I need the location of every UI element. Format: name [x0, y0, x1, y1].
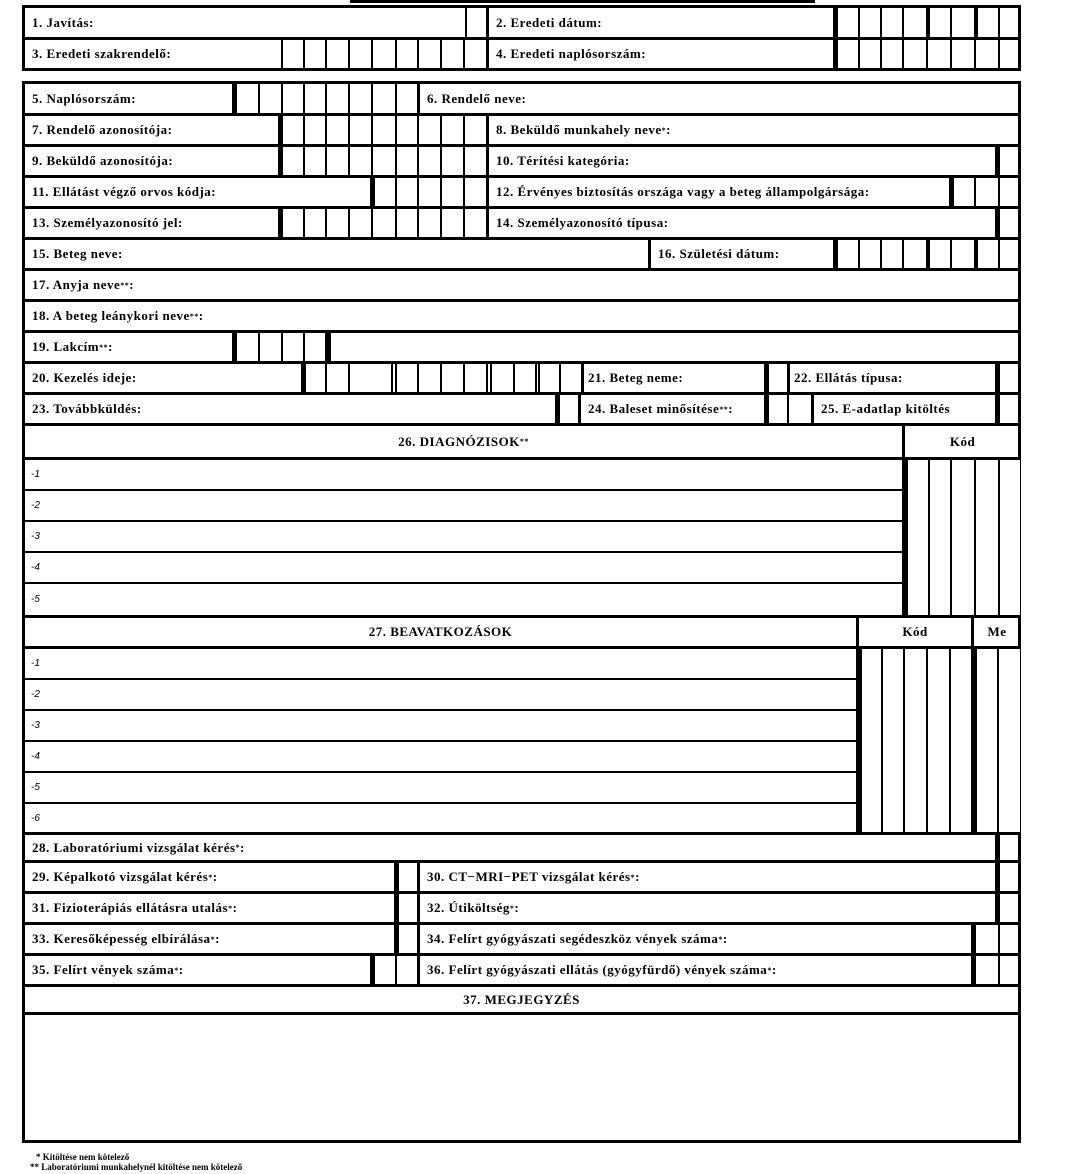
digit-cell[interactable] [440, 209, 463, 237]
zip-cell[interactable] [281, 333, 303, 361]
date-cell[interactable] [928, 8, 950, 37]
row-2 [25, 40, 1018, 68]
row-5-6 [25, 84, 1018, 116]
digit-cell[interactable] [303, 84, 325, 113]
time-cell[interactable] [490, 364, 513, 392]
digit-cell[interactable] [417, 40, 440, 68]
row-29-30 [25, 863, 1018, 894]
row-19 [25, 333, 1018, 364]
date-cell[interactable] [836, 8, 858, 37]
row-1 [25, 8, 1018, 40]
row-23-25 [25, 395, 1018, 426]
diagnosis-line[interactable]: -2 [25, 491, 1018, 522]
field-3-label: 3. Eredeti szakrendelő: [32, 46, 172, 61]
digit-cell[interactable] [281, 209, 303, 237]
digit-cell[interactable] [371, 147, 395, 175]
time-cell[interactable] [395, 364, 417, 392]
field-2-label: 2. Eredeti dátum: [496, 14, 603, 30]
field-15-label: 15. Beteg neve: [32, 246, 123, 261]
digit-cell[interactable] [281, 84, 303, 113]
date-cell[interactable] [976, 240, 998, 268]
single-box[interactable] [998, 364, 1020, 392]
digit-cell[interactable] [395, 116, 417, 144]
digit-cell[interactable] [371, 40, 395, 68]
digit-cell[interactable] [463, 116, 486, 144]
date-cell[interactable] [950, 240, 974, 268]
single-box[interactable] [998, 209, 1020, 237]
field-11-label: 11. Ellátást végző orvos kódja: [32, 184, 217, 199]
digit-cell[interactable] [440, 40, 463, 68]
row-31-32 [25, 894, 1018, 925]
digit-cell[interactable] [395, 209, 417, 237]
time-cell[interactable] [463, 364, 486, 392]
field-24-label: 24. Baleset minősítése ** : [588, 401, 734, 416]
diagnoses-header [25, 426, 1018, 460]
field-4-label: 4. Eredeti naplósorszám: [496, 46, 647, 61]
diagnosis-line[interactable]: -5 [31, 594, 40, 605]
digit-cell[interactable] [258, 84, 281, 113]
time-cell[interactable] [513, 364, 535, 392]
digit-cell[interactable] [371, 116, 395, 144]
row-17 [25, 271, 1018, 302]
date-cell[interactable] [998, 240, 1020, 268]
single-box[interactable] [397, 894, 417, 922]
field-25-label: 25. E-adatlap kitöltés [821, 401, 951, 416]
footnote-double: ** Laboratóriumi munkahelynél kitöltése nem kötelező [30, 1162, 243, 1172]
date-cell[interactable] [950, 8, 974, 37]
diagnosis-line[interactable]: -4 [25, 553, 1018, 584]
row-13-14 [25, 209, 1018, 240]
notes-area[interactable] [25, 1015, 1018, 1140]
procedures-header [25, 615, 1018, 649]
procedures-code-header: Kód [902, 624, 928, 639]
time-cell[interactable] [538, 364, 559, 392]
zip-cell[interactable] [258, 333, 281, 361]
digit-cell[interactable] [303, 147, 325, 175]
digit-cell[interactable] [950, 40, 974, 68]
count-cell[interactable] [998, 956, 1020, 984]
field-16-label: 16. Születési dátum: [658, 246, 780, 261]
digit-cell[interactable] [348, 116, 371, 144]
field-19-label: 19. Lakcím ** : [32, 339, 113, 354]
digit-cell[interactable] [395, 147, 417, 175]
diagnoses-code-header: Kód [949, 433, 976, 449]
count-cell[interactable] [395, 956, 417, 984]
field-22-label: 22. Ellátás típusa: [794, 370, 903, 385]
footnotes [30, 1152, 242, 1172]
digit-cell[interactable] [303, 116, 325, 144]
main-form [22, 81, 1021, 1143]
procedure-line[interactable]: -3 [25, 711, 1018, 742]
digit-cell[interactable] [836, 40, 858, 68]
digit-cell[interactable] [417, 178, 440, 206]
field-9-label: 9. Beküldő azonosítója: [32, 153, 174, 168]
zip-cell[interactable] [235, 333, 258, 361]
time-cell[interactable] [304, 364, 325, 392]
digit-cell[interactable] [325, 40, 348, 68]
time-cell[interactable] [417, 364, 440, 392]
single-box[interactable] [998, 894, 1020, 922]
field-29-label: 29. Képalkotó vizsgálat kérés * : [32, 869, 218, 884]
digit-cell[interactable] [395, 40, 417, 68]
time-cell[interactable] [348, 364, 371, 392]
count-cell[interactable] [974, 956, 998, 984]
single-box[interactable] [998, 835, 1020, 860]
digit-cell[interactable] [303, 40, 325, 68]
field-32-label: 32. Útiköltség * : [427, 900, 520, 915]
notes-header [25, 987, 1018, 1015]
field-20-label: 20. Kezelés ideje: [32, 370, 137, 385]
digit-cell[interactable] [325, 116, 348, 144]
row-7-8 [25, 116, 1018, 147]
field-23-label: 23. Továbbküldés: [32, 401, 142, 416]
notes-title: 37. MEGJEGYZÉS [463, 991, 580, 1007]
procedure-line[interactable]: -1 [25, 649, 1018, 680]
procedures-title: 27. BEAVATKOZÁSOK [368, 624, 513, 639]
diagnosis-line[interactable]: -3 [25, 522, 1018, 553]
digit-cell[interactable] [281, 147, 303, 175]
field-35-label: 35. Felírt vények száma * : [32, 962, 184, 977]
field-36-label: 36. Felírt gyógyászati ellátás (gyógyfürdő) vények száma * : [427, 962, 777, 977]
row-18 [25, 302, 1018, 333]
date-cell[interactable] [858, 240, 880, 268]
date-cell[interactable] [858, 8, 880, 37]
digit-cell[interactable] [373, 178, 395, 206]
field-13-label: 13. Személyazonosító jel: [32, 215, 183, 230]
diagnoses-title: 26. DIAGNÓZISOK ** [398, 433, 529, 449]
digit-cell[interactable] [417, 147, 440, 175]
single-box[interactable] [998, 863, 1020, 891]
digit-cell[interactable] [395, 178, 417, 206]
field-33-label: 33. Keresőképesség elbírálása * : [32, 931, 220, 946]
field-1-box[interactable] [465, 8, 485, 37]
field-30-label: 30. CT−MRI−PET vizsgálat kérés * : [427, 869, 640, 884]
field-8-label: 8. Beküldő munkahely neve * : [496, 122, 671, 137]
single-box[interactable] [767, 395, 787, 423]
procedure-line[interactable]: -5 [25, 773, 1018, 804]
date-cell[interactable] [880, 240, 902, 268]
country-cell[interactable] [998, 178, 1020, 206]
field-1-label: 1. Javítás: [32, 14, 94, 30]
count-cell[interactable] [998, 925, 1020, 953]
digit-cell[interactable] [325, 209, 348, 237]
field-21-label: 21. Beteg neme: [588, 370, 684, 385]
field-5-label: 5. Naplósorszám: [32, 90, 137, 106]
row-15-16 [25, 240, 1018, 271]
date-cell[interactable] [836, 240, 858, 268]
field-17-label: 17. Anyja neve ** : [32, 277, 135, 292]
digit-cell[interactable] [858, 40, 880, 68]
digit-cell[interactable] [902, 40, 926, 68]
field-7-label: 7. Rendelő azonosítója: [32, 122, 173, 137]
single-box[interactable] [767, 364, 787, 392]
date-cell[interactable] [902, 8, 926, 37]
single-box[interactable] [397, 925, 417, 953]
field-12-label: 12. Érvényes biztosítás országa vagy a beteg állampolgársága: [496, 184, 870, 199]
top-rule [350, 0, 815, 3]
country-cell[interactable] [974, 178, 998, 206]
digit-cell[interactable] [998, 40, 1020, 68]
count-cell[interactable] [373, 956, 395, 984]
digit-cell[interactable] [348, 209, 371, 237]
row-9-10 [25, 147, 1018, 178]
field-14-label: 14. Személyazonosító típusa: [496, 215, 669, 230]
digit-cell[interactable] [348, 84, 371, 113]
time-cell[interactable] [325, 364, 348, 392]
digit-cell[interactable] [926, 40, 950, 68]
row-20-22 [25, 364, 1018, 395]
date-cell[interactable] [880, 8, 902, 37]
row-11-12 [25, 178, 1018, 209]
correction-section [22, 5, 1021, 71]
diagnosis-line[interactable]: -1 [25, 460, 1018, 491]
date-cell[interactable] [902, 240, 926, 268]
date-cell[interactable] [928, 240, 950, 268]
digit-cell[interactable] [440, 116, 463, 144]
digit-cell[interactable] [417, 116, 440, 144]
digit-cell[interactable] [325, 147, 348, 175]
digit-cell[interactable] [325, 84, 348, 113]
digit-cell[interactable] [463, 147, 486, 175]
procedures-qty-header: Me [987, 624, 1007, 639]
digit-cell[interactable] [395, 84, 417, 113]
digit-cell[interactable] [281, 40, 303, 68]
procedure-line[interactable]: -2 [25, 680, 1018, 711]
single-box[interactable] [787, 395, 811, 423]
single-box[interactable] [397, 863, 417, 891]
field-10-label: 10. Térítési kategória: [496, 153, 630, 168]
digit-cell[interactable] [974, 40, 998, 68]
digit-cell[interactable] [348, 40, 371, 68]
digit-cell[interactable] [440, 178, 463, 206]
single-box[interactable] [998, 395, 1020, 423]
digit-cell[interactable] [348, 147, 371, 175]
procedures-body [25, 649, 1018, 832]
time-cell[interactable] [440, 364, 463, 392]
date-cell[interactable] [998, 8, 1020, 37]
date-cell[interactable] [976, 8, 998, 37]
digit-cell[interactable] [463, 178, 486, 206]
diagnoses-body [25, 460, 1018, 615]
single-box[interactable] [998, 147, 1020, 175]
field-34-label: 34. Felírt gyógyászati segédeszköz vények száma * : [427, 931, 728, 946]
procedure-line[interactable]: -4 [25, 742, 1018, 773]
digit-cell[interactable] [463, 40, 486, 68]
row-35-36 [25, 956, 1018, 987]
digit-cell[interactable] [440, 147, 463, 175]
count-cell[interactable] [974, 925, 998, 953]
single-box[interactable] [558, 395, 578, 423]
field-6-label: 6. Rendelő neve: [427, 90, 527, 106]
digit-cell[interactable] [371, 209, 395, 237]
country-cell[interactable] [952, 178, 974, 206]
field-31-label: 31. Fizioterápiás ellátásra utalás * : [32, 900, 238, 915]
digit-cell[interactable] [371, 84, 395, 113]
digit-cell[interactable] [303, 209, 325, 237]
digit-cell[interactable] [281, 116, 303, 144]
field-28-label: 28. Laboratóriumi vizsgálat kérés * : [32, 839, 245, 855]
digit-cell[interactable] [880, 40, 902, 68]
procedure-line[interactable]: -6 [31, 812, 40, 824]
field-18-label: 18. A beteg leánykori neve ** : [32, 308, 204, 323]
row-28 [25, 832, 1018, 863]
footnote-single: * Kitöltése nem kötelező [36, 1152, 130, 1162]
digit-cell[interactable] [235, 84, 258, 113]
digit-cell[interactable] [463, 209, 486, 237]
digit-cell[interactable] [417, 209, 440, 237]
zip-cell[interactable] [303, 333, 325, 361]
row-33-34 [25, 925, 1018, 956]
time-cell[interactable] [559, 364, 581, 392]
